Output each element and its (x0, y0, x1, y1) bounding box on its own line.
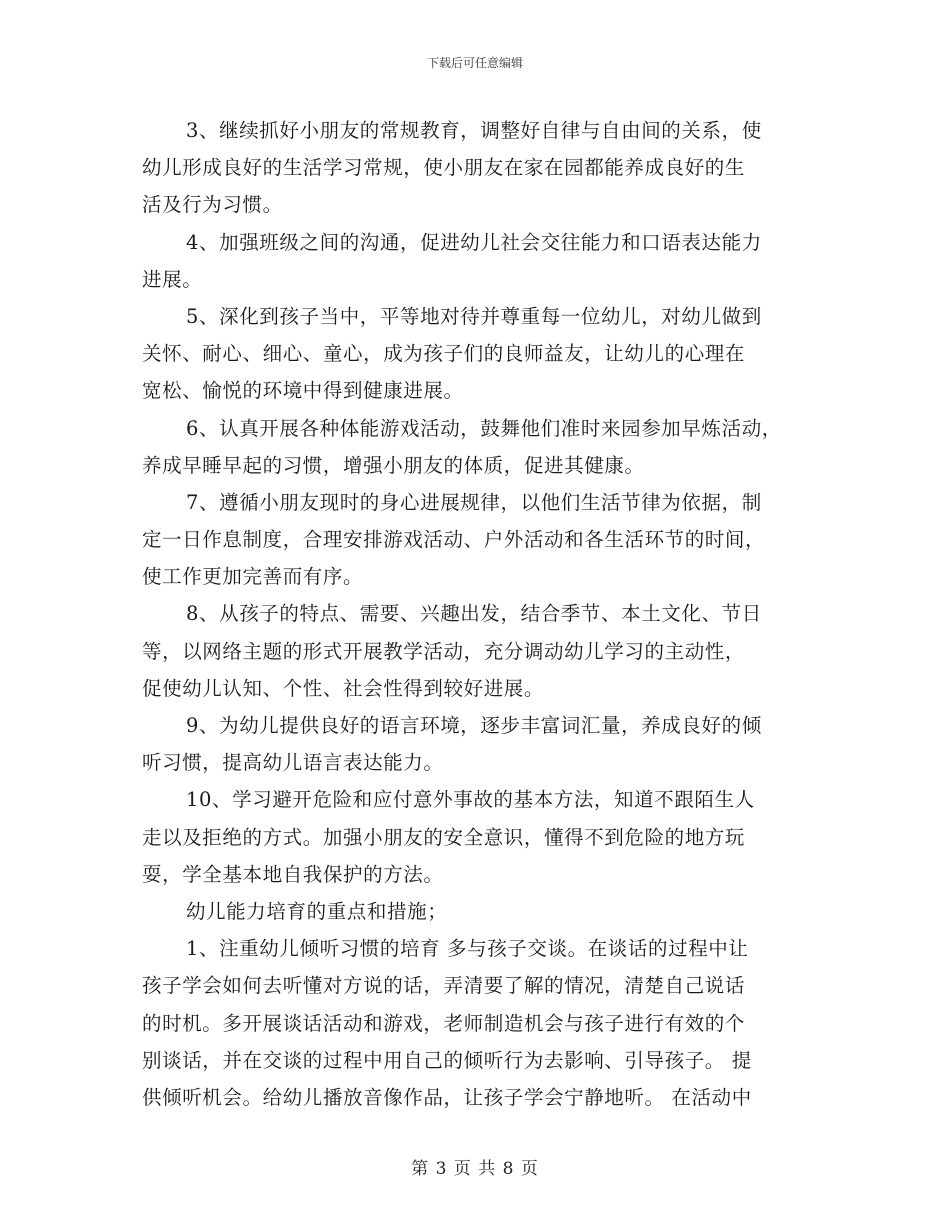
text-line: 8、从孩子的特点、需要、兴趣出发，结合季节、本土文化、节日 (186, 602, 762, 626)
text-line: 促使幼儿认知、个性、社会性得到较好进展。 (142, 676, 545, 700)
text-line: 3、继续抓好小朋友的常规教育，调整好自律与自由间的关系，使 (186, 119, 762, 142)
text-line: 养成早睡早起的习惯，增强小朋友的体质，促进其健康。 (142, 453, 645, 477)
page-footer: 第 3 页 共 8 页 (411, 1159, 539, 1179)
text-line: 关怀、耐心、细心、童心，成为孩子们的良师益友，让幼儿的心理在 (142, 342, 746, 366)
text-line: 进展。 (142, 267, 203, 291)
section-heading: 幼儿能力培育的重点和措施； (186, 899, 448, 923)
text-line: 耍，学全基本地自我保护的方法。 (142, 862, 444, 886)
text-line: 别谈话，并在交谈的过程中用自己的倾听行为去影响、引导孩子。 提 (142, 1048, 752, 1072)
text-line: 宽松、愉悦的环境中得到健康进展。 (142, 379, 464, 403)
page-header: 下载后可任意编辑 (426, 56, 523, 70)
text-line: 听习惯，提高幼儿语言表达能力。 (142, 751, 444, 775)
text-line: 使工作更加完善而有序。 (142, 565, 364, 589)
text-line: 定一日作息制度，合理安排游戏活动、户外活动和各生活环节的时间， (142, 528, 766, 552)
text-line: 幼儿形成良好的生活学习常规，使小朋友在家在园都能养成良好的生 (142, 156, 746, 180)
text-line: 活及行为习惯。 (142, 193, 283, 217)
text-line: 5、深化到孩子当中，平等地对待并尊重每一位幼儿，对幼儿做到 (186, 304, 762, 328)
text-line: 的时机。多开展谈话活动和游戏，老师制造机会与孩子进行有效的个 (142, 1011, 746, 1035)
text-line: 等，以网络主题的形式开展教学活动，充分调动幼儿学习的主动性， (142, 639, 746, 663)
text-line: 9、为幼儿提供良好的语言环境，逐步丰富词汇量，养成良好的倾 (186, 714, 762, 737)
text-line: 供倾听机会。给幼儿播放音像作品，让孩子学会宁静地听。 在活动中 (142, 1085, 752, 1109)
text-line: 走以及拒绝的方式。加强小朋友的安全意识，懂得不到危险的地方玩 (142, 825, 746, 849)
text-line: 1、注重幼儿倾听习惯的培育 多与孩子交谈。在谈话的过程中让 (186, 937, 749, 961)
text-line: 6、认真开展各种体能游戏活动，鼓舞他们准时来园参加早炼活动， (186, 416, 782, 440)
text-line: 7、遵循小朋友现时的身心进展规律，以他们生活节律为依据，制 (186, 490, 762, 514)
document-body (142, 112, 822, 1116)
text-line: 4、加强班级之间的沟通，促进幼儿社会交往能力和口语表达能力 (186, 230, 762, 254)
text-line: 孩子学会如何去听懂对方说的话，弄清要了解的情况，清楚自己说话 (142, 974, 746, 998)
text-line: 10、学习避开危险和应付意外事故的基本方法，知道不跟陌生人 (186, 788, 755, 812)
